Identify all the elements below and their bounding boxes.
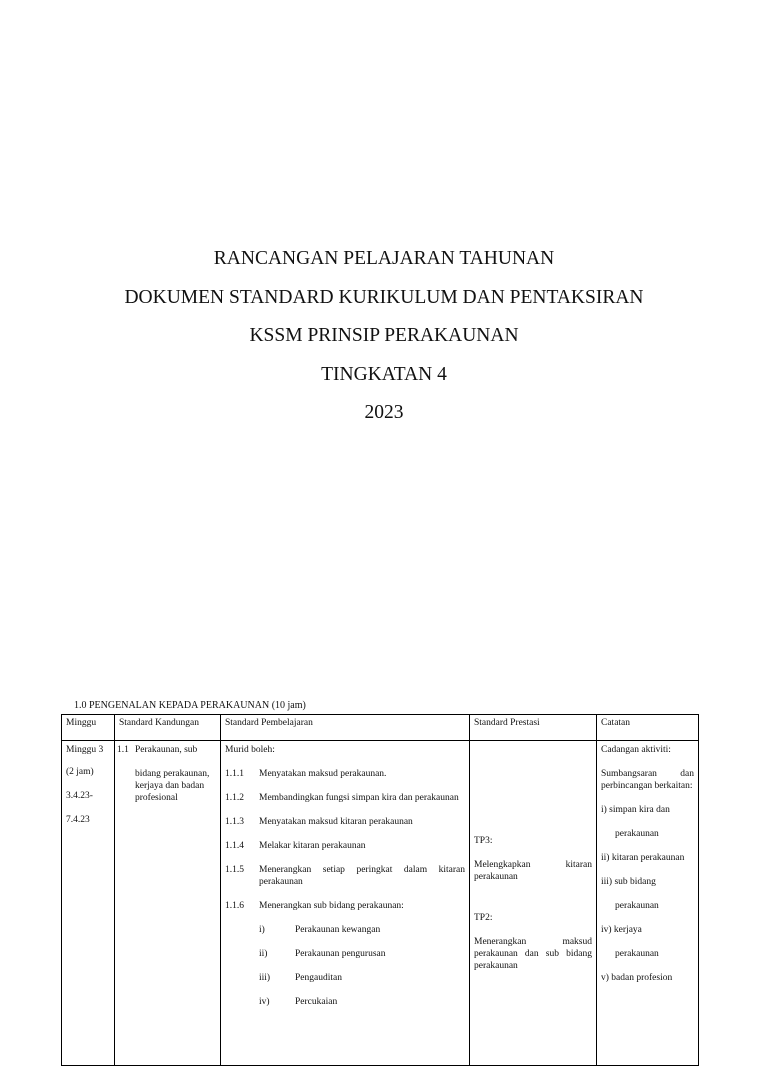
sub-item-number: iv) <box>259 997 270 1007</box>
tp2-text: Menerangkan maksud perakaunan dan sub bidang perakaunan <box>474 937 592 971</box>
catatan-intro: Sumbangsaran dan perbincangan berkaitan: <box>601 769 694 791</box>
list-item <box>225 840 465 852</box>
item-text: Menyatakan maksud perakaunan. <box>259 769 387 779</box>
sub-item-text: Pengauditan <box>295 973 342 983</box>
tp2-label: TP2: <box>474 913 493 923</box>
list-item <box>225 768 465 780</box>
catatan-item-iv: iv) kerjaya <box>601 925 642 935</box>
kandungan-number: 1.1 <box>117 745 129 755</box>
item-number: 1.1.6 <box>225 901 244 911</box>
sub-item-text: Perakaunan kewangan <box>295 925 381 935</box>
week-hours: (2 jam) <box>66 767 94 777</box>
document-title <box>0 240 768 433</box>
item-text: Melakar kitaran perakaunan <box>259 841 366 851</box>
title-line-3: KSSM PRINSIP PERAKAUNAN <box>249 325 519 347</box>
kandungan-text: bidang perakaunan, kerjaya dan badan profesional <box>135 769 210 803</box>
week-date-end: 7.4.23 <box>66 815 90 825</box>
sub-list-item <box>259 996 465 1008</box>
kandungan-item <box>117 744 216 756</box>
item-text: Membandingkan fungsi simpan kira dan perakaunan <box>259 793 459 803</box>
cell-standard-pembelajaran <box>221 741 470 1066</box>
header-standard-pembelajaran: Standard Pembelajaran <box>221 715 470 741</box>
item-number: 1.1.2 <box>225 793 244 803</box>
item-text: Menerangkan sub bidang perakaunan: <box>259 901 404 911</box>
list-item <box>225 900 465 912</box>
item-number: 1.1.4 <box>225 841 244 851</box>
sub-item-text: Percukaian <box>295 997 338 1007</box>
item-number: 1.1.3 <box>225 817 244 827</box>
sub-list-item <box>259 948 465 960</box>
catatan-item-iii: iii) sub bidang <box>601 877 656 887</box>
week-date-start: 3.4.23- <box>66 791 93 801</box>
item-text: Menyatakan maksud kitaran perakaunan <box>259 817 413 827</box>
item-text: Menerangkan setiap peringkat dalam kitaran perakaunan <box>259 865 465 887</box>
sub-item-number: ii) <box>259 949 268 959</box>
list-item <box>225 864 465 888</box>
sub-item-text: Perakaunan pengurusan <box>295 949 386 959</box>
title-line-1: RANCANGAN PELAJARAN TAHUNAN <box>213 248 555 269</box>
kandungan-first-line: Perakaunan, sub <box>135 745 198 755</box>
catatan-item-ii: ii) kitaran perakaunan <box>601 853 685 863</box>
catatan-item-i: i) simpan kira dan <box>601 805 670 815</box>
sub-item-number: iii) <box>259 973 271 983</box>
sub-list-item <box>259 924 465 936</box>
header-standard-kandungan: Standard Kandungan <box>115 715 221 741</box>
header-catatan: Catatan <box>597 715 699 741</box>
catatan-item-iii-cont: perakaunan <box>615 901 659 911</box>
list-item <box>225 816 465 828</box>
list-item <box>225 792 465 804</box>
item-number: 1.1.1 <box>225 769 244 779</box>
cell-standard-kandungan <box>115 741 221 1066</box>
catatan-item-i-cont: perakaunan <box>615 829 659 839</box>
item-number: 1.1.5 <box>225 865 244 875</box>
tp3-label: TP3: <box>474 836 493 846</box>
table-row <box>62 741 699 1066</box>
cell-catatan <box>597 741 699 1066</box>
catatan-item-v: v) badan profesion <box>601 973 673 983</box>
header-standard-prestasi: Standard Prestasi <box>470 715 597 741</box>
table-header-row <box>62 715 699 741</box>
cell-minggu <box>62 741 115 1066</box>
cell-standard-prestasi <box>470 741 597 1066</box>
header-minggu: Minggu <box>62 715 115 741</box>
sub-list-item <box>259 972 465 984</box>
catatan-item-iv-cont: perakaunan <box>615 949 659 959</box>
title-line-2: DOKUMEN STANDARD KURIKULUM DAN PENTAKSIRAN <box>124 286 644 308</box>
week-label: Minggu 3 <box>66 745 104 755</box>
sub-item-number: i) <box>259 925 265 935</box>
lesson-plan-table <box>61 714 699 1066</box>
pembelajaran-intro: Murid boleh: <box>225 745 275 755</box>
tp3-text: Melengkapkan kitaran perakaunan <box>474 860 592 882</box>
title-line-5: 2023 <box>364 402 404 424</box>
catatan-heading: Cadangan aktiviti: <box>601 745 671 755</box>
title-line-4: TINGKATAN 4 <box>321 363 447 385</box>
section-heading: 1.0 PENGENALAN KEPADA PERAKAUNAN (10 jam) <box>74 700 306 711</box>
